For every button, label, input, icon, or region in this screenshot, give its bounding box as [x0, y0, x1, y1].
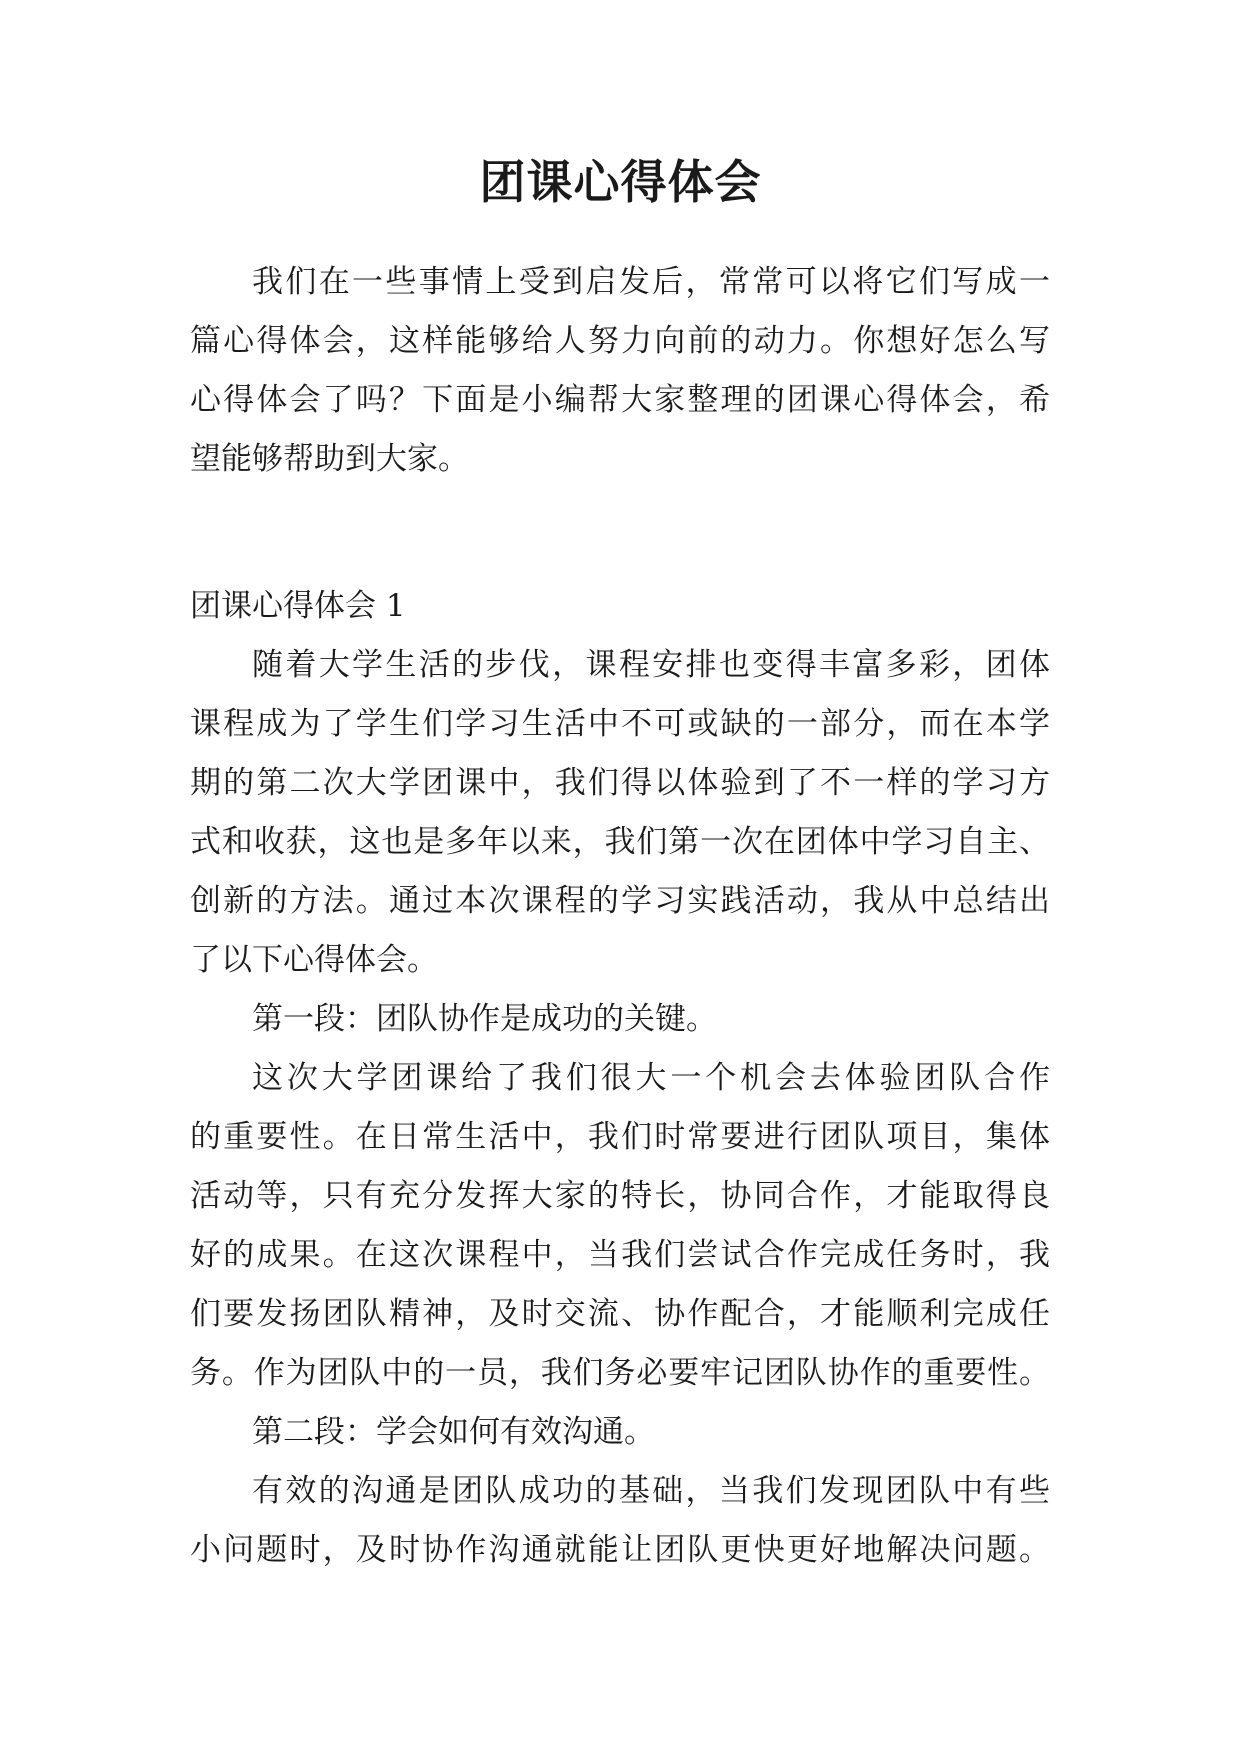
intro-line: 篇心得体会，这样能够给人努力向前的动力。你想好怎么写	[190, 323, 1050, 359]
paragraph-line: 课程成为了学生们学习生活中不可或缺的一部分，而在本学	[190, 706, 1050, 742]
paragraph-line: 式和收获，这也是多年以来，我们第一次在团体中学习自主、	[190, 824, 1050, 860]
section-heading: 团课心得体会 1	[190, 588, 406, 624]
paragraph-line: 随着大学生活的步伐，课程安排也变得丰富多彩，团体	[252, 647, 1050, 683]
paragraph-line: 这次大学团课给了我们很大一个机会去体验团队合作	[252, 1060, 1050, 1096]
paragraph-line: 务。作为团队中的一员，我们务必要牢记团队协作的重要性。	[190, 1355, 1050, 1391]
intro-line: 心得体会了吗？下面是小编帮大家整理的团课心得体会，希	[190, 382, 1050, 418]
paragraph-line: 们要发扬团队精神，及时交流、协作配合，才能顺利完成任	[190, 1296, 1050, 1332]
intro-line: 我们在一些事情上受到启发后，常常可以将它们写成一	[252, 264, 1050, 300]
paragraph-line: 了以下心得体会。	[190, 942, 438, 978]
paragraph-line: 有效的沟通是团队成功的基础，当我们发现团队中有些	[252, 1473, 1050, 1509]
paragraph-line: 活动等，只有充分发挥大家的特长，协同合作，才能取得良	[190, 1178, 1050, 1214]
paragraph-line: 的重要性。在日常生活中，我们时常要进行团队项目，集体	[190, 1119, 1050, 1155]
paragraph-line: 小问题时，及时协作沟通就能让团队更快更好地解决问题。	[190, 1532, 1050, 1568]
part-heading: 第一段：团队协作是成功的关键。	[252, 1001, 717, 1037]
part-heading: 第二段：学会如何有效沟通。	[252, 1414, 655, 1450]
paragraph-line: 期的第二次大学团课中，我们得以体验到了不一样的学习方	[190, 765, 1050, 801]
intro-line: 望能够帮助到大家。	[190, 441, 469, 477]
document-title: 团课心得体会	[479, 155, 762, 209]
paragraph-line: 创新的方法。通过本次课程的学习实践活动，我从中总结出	[190, 883, 1050, 919]
paragraph-line: 好的成果。在这次课程中，当我们尝试合作完成任务时，我	[190, 1237, 1050, 1273]
